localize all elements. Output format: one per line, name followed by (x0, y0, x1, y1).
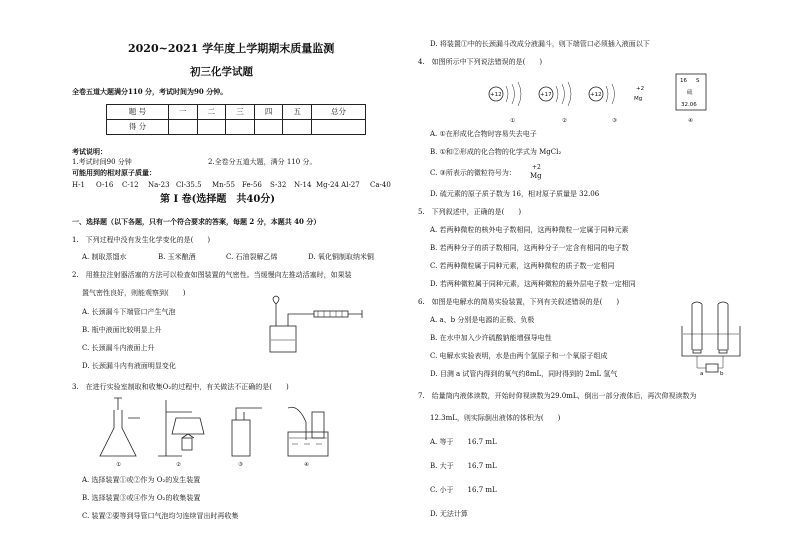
element-mass: 32.06 (681, 102, 697, 108)
q3-option-d[interactable]: D. 将装置①中的长颈漏斗改成分液漏斗，则下端管口必须插入液面以下 (430, 40, 650, 48)
nucleus-label-3: +12 (590, 92, 602, 98)
score-cell: 五 (283, 105, 312, 120)
mass-item: H-1 (72, 181, 85, 189)
shells-1 (506, 82, 521, 106)
q2-option-d[interactable]: D. 长颈漏斗内有液面明显变化 (82, 362, 176, 370)
mass-heading: 可能用到的相对原子质量： (72, 168, 156, 177)
notes-heading: 考试说明： (72, 147, 107, 156)
exam-info: 全卷五道大题满分110 分，考试时间为90 分钟。 (72, 87, 228, 96)
mass-item: O-16 (96, 181, 114, 189)
score-cell: 总分 (312, 105, 366, 120)
test-tube-right (718, 302, 728, 350)
q7-option-a[interactable]: A. 等于 16.7 mL (430, 438, 497, 446)
syringe-apparatus-diagram (262, 296, 372, 358)
gas-apparatus-diagram (92, 398, 392, 470)
q7-option-b[interactable]: B. 大于 16.7 mL (430, 462, 497, 470)
score-cell: 题 号 (107, 105, 169, 120)
q3-option-b[interactable]: B. 选择装置③或④作为 O₂的收集装置 (82, 494, 201, 502)
q5-option-c[interactable]: C. 若两种微粒属于同种元素，这两种微粒的质子数一定相同 (430, 262, 615, 270)
q6-option-a[interactable]: A. a、b 分别是电源的正极、负极 (430, 316, 535, 324)
score-input-cell[interactable] (254, 120, 283, 135)
atom-structure-diagram (484, 74, 714, 126)
bottle-tubes (236, 408, 262, 420)
section-heading: 一、选择题（以下各题，只有一个符合要求的答案，每题 2 分，本题共 40 分） (72, 217, 321, 226)
fig-label-2: ② (562, 118, 567, 124)
part1-title: 第 Ⅰ 卷(选择题 共40分) (160, 194, 276, 205)
shells-3 (606, 84, 615, 104)
score-cell: 四 (254, 105, 283, 120)
q4-ion-charge: +2 (532, 164, 541, 171)
score-input-cell[interactable] (283, 120, 312, 135)
exam-title: 2020~2021 学年度上学期期末质量监测 (128, 42, 335, 55)
nucleus-label-1: +12 (490, 92, 502, 98)
q4-stem: 4. 如图所示中下列说法错误的是( ) (418, 58, 543, 66)
mass-item: Cl-35.5 (176, 181, 202, 189)
score-cell: 得 分 (107, 120, 169, 135)
q2-option-c[interactable]: C. 长颈漏斗内液面上升 (82, 344, 155, 352)
syringe-barrel (314, 311, 348, 317)
mass-item: C-12 (122, 181, 139, 189)
score-table-row (107, 105, 366, 120)
left-column (72, 0, 391, 560)
q3-option-a[interactable]: A. 选择装置①或②作为 O₂的发生装置 (82, 476, 201, 484)
mass-item: S-32 (270, 181, 287, 189)
q3-option-c[interactable]: C. 装置②要等到导管口气泡均匀连续冒出时再收集 (82, 512, 239, 520)
electrolysis-diagram (678, 300, 750, 380)
q1-stem: 1. 下列过程中没有发生化学变化的是( ) (72, 236, 211, 244)
q1-option-c[interactable]: C. 石油裂解乙烯 (226, 253, 278, 261)
note-2: 2.全卷分五道大题，满分 110 分。 (208, 158, 317, 166)
fig-label-1: ① (510, 118, 515, 124)
q4-option-a[interactable]: A. ①在形成化合物时容易失去电子 (430, 130, 537, 138)
q4-option-d[interactable]: D. 硫元素的原子质子数为 16，相对原子质量是 32.06 (430, 190, 600, 198)
long-funnel (273, 296, 279, 326)
nucleus-label-2: +17 (540, 92, 552, 98)
score-cell: 三 (226, 105, 255, 120)
q7-option-d[interactable]: D. 无法计算 (430, 510, 468, 518)
water-tank (682, 326, 740, 356)
collection-bottle (312, 412, 324, 438)
fig-label-2: ② (176, 462, 181, 468)
score-input-cell[interactable] (168, 120, 197, 135)
q5-option-b[interactable]: B. 若两种分子的质子数相同，这两种分子一定含有相同的电子数 (430, 244, 629, 252)
element-number: 16 (680, 78, 687, 84)
score-table-row (107, 120, 366, 135)
wires (697, 356, 723, 368)
syringe-scale (318, 311, 342, 317)
right-column (418, 0, 748, 560)
q5-option-a[interactable]: A. 若两种微粒的核外电子数相同，这两种微粒一定属于同种元素 (430, 226, 629, 234)
q2-stem-line1: 2. 用推拉注射器活塞的方法可以检查如图装置的气密性。当缓慢向左推动活塞时，如果装 (72, 271, 352, 279)
flask-body (270, 326, 296, 352)
q6-option-b[interactable]: B. 在水中加入少许硫酸钠能增强导电性 (430, 334, 552, 342)
score-table (106, 104, 366, 135)
q7-option-c[interactable]: C. 小于 16.7 mL (430, 486, 497, 494)
q1-option-a[interactable]: A. 制取蒸馏水 (82, 253, 127, 261)
delivery-tube-4 (288, 407, 306, 440)
q2-option-b[interactable]: B. 瓶中液面比较明显上升 (82, 326, 162, 334)
q4-ion-symbol: Mg (530, 172, 542, 180)
mass-item: Fe-56 (242, 181, 262, 189)
note-1: 1.考试时间90 分钟 (72, 158, 132, 166)
element-symbol: S (696, 78, 700, 84)
score-input-cell[interactable] (226, 120, 255, 135)
alcohol-lamp (182, 438, 192, 450)
q4-option-c[interactable]: C. ③所表示的微粒符号为： (430, 169, 516, 177)
gas-bottle-3 (232, 420, 250, 456)
electrode-right (719, 350, 727, 353)
power-supply (706, 364, 718, 372)
q7-stem-line2: 12.3mL，则实际倒出液体的体积为( ) (430, 414, 561, 422)
q6-stem: 6. 如图是电解水的简易实验装置，下列有关叙述错误的是( ) (418, 298, 620, 306)
fig-label-1: ① (116, 462, 121, 468)
iron-stand (158, 400, 192, 456)
score-cell: 一 (168, 105, 197, 120)
funnel-1 (114, 398, 140, 418)
trough-water (289, 438, 327, 444)
q1-option-d[interactable]: D. 氧化铜制取纳米铜 (308, 253, 374, 261)
mass-item: Mn-55 (212, 181, 235, 189)
fig-label-3: ③ (238, 462, 243, 468)
q6-option-d[interactable]: D. 目测 a 试管内得到的氧气约8mL，同时得到的 2mL 氢气 (430, 370, 618, 378)
syringe-plunger[interactable] (348, 310, 362, 318)
q2-option-a[interactable]: A. 长颈漏斗下端管口产生气泡 (82, 308, 176, 316)
score-input-cell[interactable] (197, 120, 226, 135)
flask-1 (100, 410, 136, 456)
ion-symbol: Mg (634, 96, 643, 102)
q1-option-b[interactable]: B. 玉米酿酒 (158, 253, 196, 261)
q2-stem-line2: 置气密性良好，则能观察到( ) (82, 289, 186, 297)
terminal-b: b (720, 371, 724, 377)
electrode-left (693, 350, 701, 353)
delivery-tube (288, 314, 314, 326)
heating-tube (172, 418, 204, 438)
q5-option-d[interactable]: D. 若两种微粒属于同种元素，这两种微粒的最外层电子数一定相同 (430, 280, 636, 288)
fig-label-3: ③ (612, 118, 617, 124)
q5-stem: 5. 下列叙述中，正确的是( ) (418, 208, 522, 216)
test-tube-left (692, 302, 702, 350)
shells-2 (556, 82, 571, 106)
fig-label-4: ④ (688, 118, 693, 124)
mass-item: N-14 (294, 181, 312, 189)
exam-subtitle: 初三化学试题 (190, 66, 253, 78)
mass-item: Na-23 (148, 181, 170, 189)
mass-item: Mg-24 Al-27 (316, 181, 360, 189)
q7-stem-line1: 7. 给量筒内液体读数，开始时仰视读数为29.0mL，倒出一部分液体后，再次仰视读数为 (418, 392, 697, 400)
q4-option-b[interactable]: B. ①和②形成的化合物的化学式为 MgCl₂ (430, 148, 562, 156)
element-name: 硫 (687, 90, 693, 96)
q3-stem: 3. 在进行实验室制取和收集O₂的过程中，有关做法不正确的是( ) (72, 383, 289, 391)
fig-label-4: ④ (304, 462, 309, 468)
mass-item: Ca-40 (370, 181, 391, 189)
ion-charge: +2 (636, 86, 645, 92)
score-input-cell[interactable] (312, 120, 366, 135)
terminal-a: a (700, 371, 704, 377)
q6-option-c[interactable]: C. 电解水实验表明，水是由两个氢原子和一个氧原子组成 (430, 352, 608, 360)
score-cell: 二 (197, 105, 226, 120)
